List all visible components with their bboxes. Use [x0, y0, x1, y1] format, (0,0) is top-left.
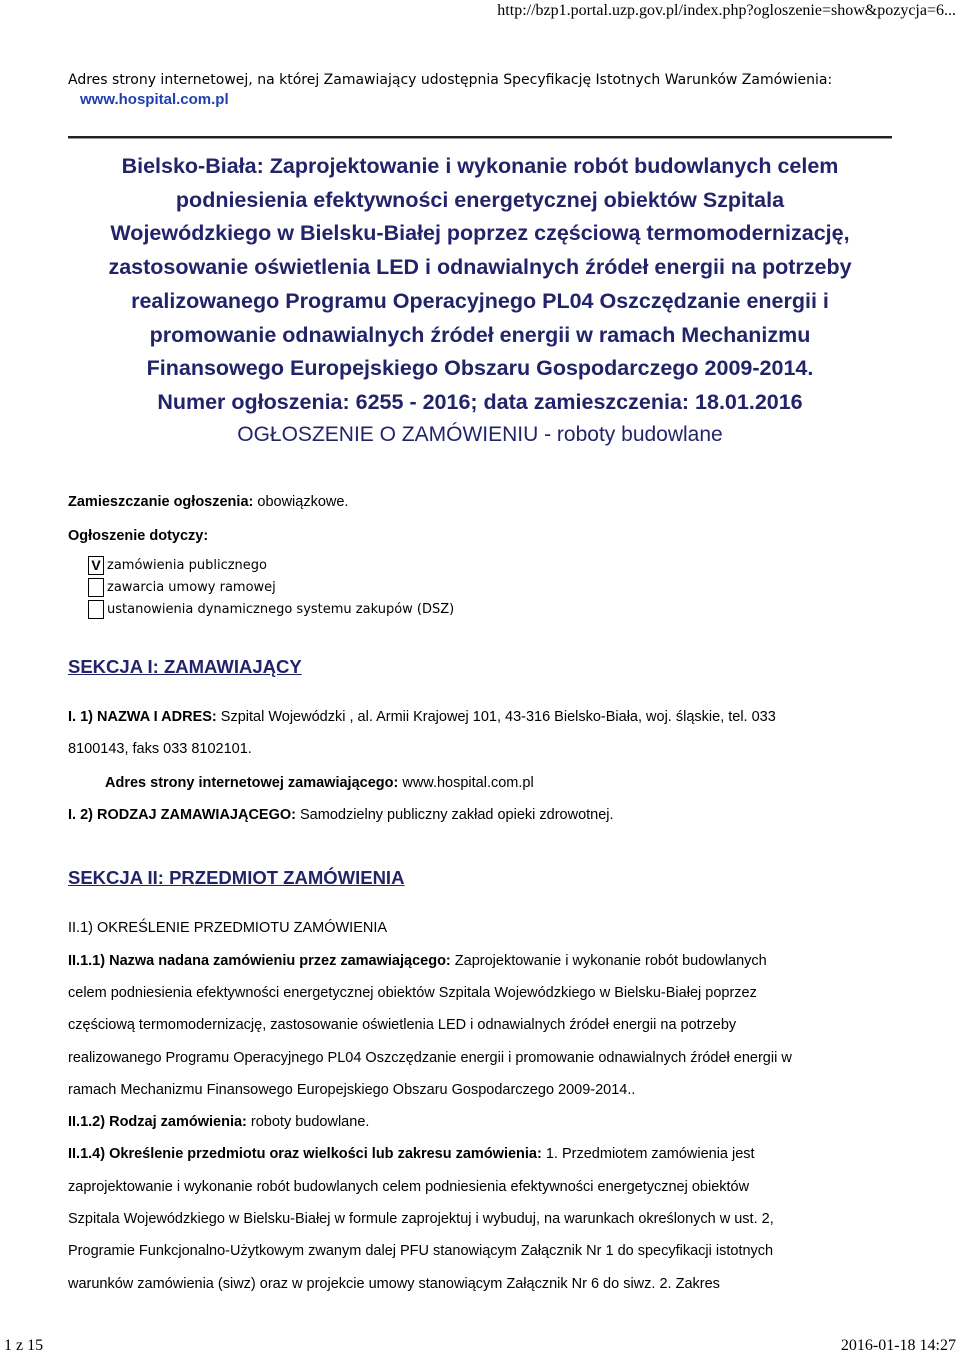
option-dps: [88, 600, 454, 619]
subject-subheading: II.1) OKREŚLENIE PRZEDMIOTU ZAMÓWIENIA: [68, 920, 388, 936]
scope-row: [68, 1146, 755, 1162]
option-framework-agreement: [88, 578, 276, 597]
title-line: Wojewódzkiego w Bielsku-Białej poprzez częściową termomodernizację,: [110, 221, 850, 246]
notice-number-line: Numer ogłoszenia: 6255 - 2016; data zamieszczenia: 18.01.2016: [157, 389, 803, 414]
contract-name-line: częściową termomodernizację, zastosowanie oświetlenia LED i odnawialnych źródeł energii na potrzeby: [68, 1017, 737, 1033]
print-header-url: http://bzp1.portal.uzp.gov.pl/index.php?ogloszenie=show&pozycja=6...: [497, 2, 956, 19]
siwz-intro: [68, 70, 928, 110]
concerns-label: Ogłoszenie dotyczy:: [68, 528, 209, 544]
scope-value: 1. Przedmiotem zamówienia jest: [545, 1146, 755, 1162]
title-line: podniesienia efektywności energetycznej obiektów Szpitala: [175, 187, 785, 212]
horizontal-rule: [68, 136, 892, 139]
contract-kind-value: roboty budowlane.: [250, 1114, 370, 1130]
contract-kind-row: [68, 1114, 369, 1130]
contract-kind-label: II.1.2) Rodzaj zamówienia:: [68, 1114, 247, 1130]
option-label: zamówienia publicznego: [107, 558, 267, 573]
address-row: [68, 709, 776, 725]
posting-value: obowiązkowe.: [257, 494, 349, 510]
contract-name-line: ramach Mechanizmu Finansowego Europejskiego Obszaru Gospodarczego 2009-2014..: [68, 1082, 636, 1098]
address-label: I. 1) NAZWA I ADRES:: [68, 709, 217, 725]
checkbox-empty-icon: [88, 600, 104, 619]
posting-row: [68, 494, 348, 510]
siwz-intro-text: Adres strony internetowej, na której Zamawiający udostępnia Specyfikację Istotnych Warunków Zamówienia:: [68, 72, 833, 88]
website-value: www.hospital.com.pl: [402, 775, 534, 791]
siwz-site-link[interactable]: www.hospital.com.pl: [80, 91, 229, 108]
contracting-type-value: Samodzielny publiczny zakład opieki zdrowotnej.: [300, 807, 614, 823]
address-continuation: 8100143, faks 033 8102101.: [68, 741, 252, 757]
title-line: realizowanego Programu Operacyjnego PL04 Oszczędzanie energii i: [131, 288, 829, 313]
contract-name-value: Zaprojektowanie i wykonanie robót budowlanych: [454, 953, 767, 969]
section-1-heading: SEKCJA I: ZAMAWIAJĄCY: [68, 656, 302, 677]
contract-name-line: celem podniesienia efektywności energetycznej obiektów Szpitala Wojewódzkiego w Bielsku-Białej poprzez: [68, 985, 757, 1001]
scope-label: II.1.4) Określenie przedmiotu oraz wielkości lub zakresu zamówienia:: [68, 1146, 542, 1162]
contracting-type-label: I. 2) RODZAJ ZAMAWIAJĄCEGO:: [68, 807, 296, 823]
option-public-contract: [88, 556, 267, 575]
scope-line: zaprojektowanie i wykonanie robót budowlanych celem podniesienia efektywności energetycznej obiektów: [68, 1179, 750, 1195]
contract-name-row: [68, 953, 767, 969]
contract-name-line: realizowanego Programu Operacyjnego PL04 Oszczędzanie energii i promowanie odnawialnych źródeł energii w: [68, 1050, 792, 1066]
page-counter: 1 z 15: [4, 1337, 44, 1354]
title-line: Bielsko-Biała: Zaprojektowanie i wykonanie robót budowlanych celem: [121, 154, 839, 178]
scope-line: Szpitala Wojewódzkiego w Bielsku-Białej w formule zaprojektuj i wybuduj, na warunkach określonych w ust. 2,: [68, 1211, 774, 1227]
contracting-type-row: [68, 807, 614, 823]
checkbox-checked-icon: V: [88, 556, 104, 575]
title-line: Finansowego Europejskiego Obszaru Gospodarczego 2009-2014.: [146, 356, 814, 381]
title-line: promowanie odnawialnych źródeł energii w ramach Mechanizmu: [149, 322, 811, 347]
notice-subtitle: OGŁOSZENIE O ZAMÓWIENIU - roboty budowlane: [237, 423, 723, 446]
posting-label: Zamieszczanie ogłoszenia:: [68, 494, 254, 510]
section-2-heading: SEKCJA II: PRZEDMIOT ZAMÓWIENIA: [68, 867, 405, 888]
scope-line: Programie Funkcjonalno-Użytkowym zwanym dalej PFU stanowiącym Załącznik Nr 1 do specyfikacji istotnych: [68, 1243, 774, 1259]
website-row: [105, 775, 534, 791]
option-label: zawarcia umowy ramowej: [107, 580, 276, 595]
contract-name-label: II.1.1) Nazwa nadana zamówieniu przez zamawiającego:: [68, 953, 451, 969]
scope-line: warunków zamówienia (siwz) oraz w projekcie umowy stanowiącym Załącznik Nr 6 do siwz. 2. Zakres: [68, 1276, 720, 1292]
print-timestamp: 2016-01-18 14:27: [840, 1337, 956, 1354]
option-label: ustanowienia dynamicznego systemu zakupów (DSZ): [107, 602, 455, 617]
title-line: zastosowanie oświetlenia LED i odnawialnych źródeł energii na potrzeby: [108, 255, 852, 280]
notice-title: [80, 150, 880, 420]
address-value: Szpital Wojewódzki , al. Armii Krajowej 101, 43-316 Bielsko-Biała, woj. śląskie, tel. 033: [220, 709, 776, 725]
checkbox-empty-icon: [88, 578, 104, 597]
website-label: Adres strony internetowej zamawiającego:: [105, 775, 399, 791]
